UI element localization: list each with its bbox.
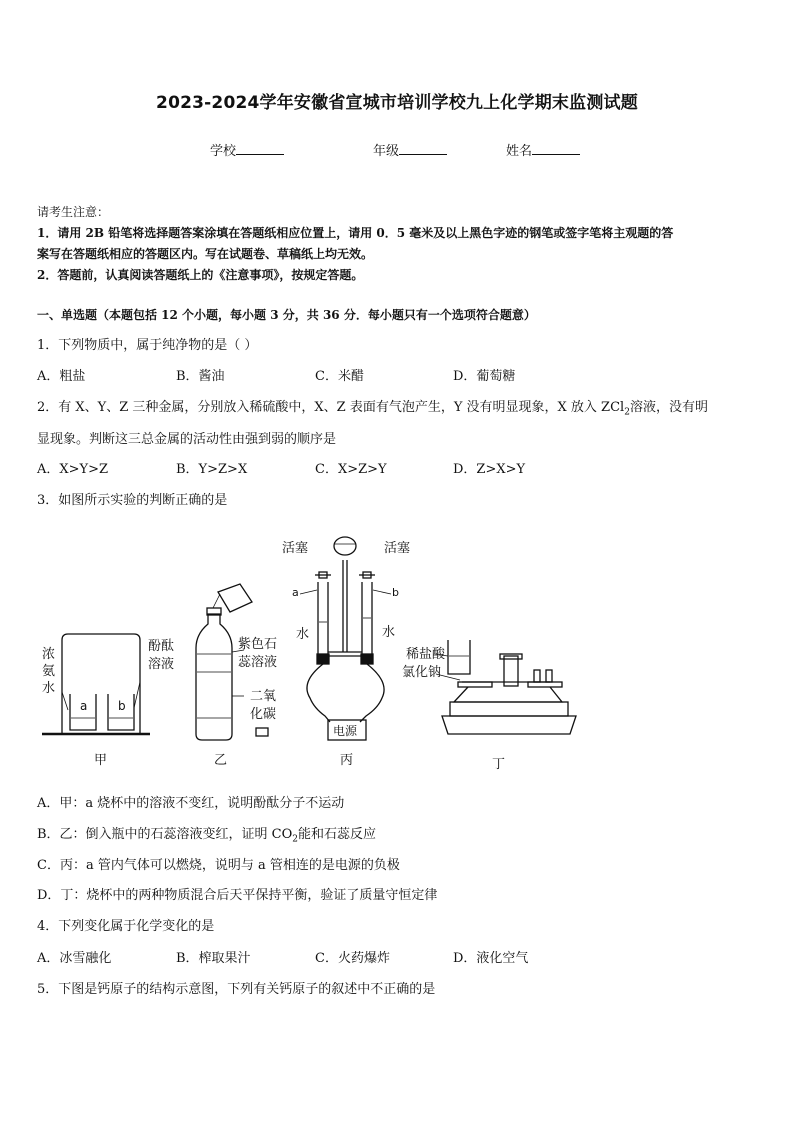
ding-caption: 丁 <box>492 757 506 772</box>
ding-label-2: 氯化钠 <box>402 665 442 680</box>
q1-stem: 1．下列物质中，属于纯净物的是（ ） <box>37 338 258 353</box>
q2-stem-sub: 2 <box>624 407 630 418</box>
jia-label-right-2: 溶液 <box>148 657 175 672</box>
bing-caption: 丙 <box>340 753 354 768</box>
bing-valve-right: 活塞 <box>384 541 411 556</box>
jia-caption: 甲 <box>94 753 108 768</box>
yi-label-2: 蕊溶液 <box>238 655 278 670</box>
figure-ding <box>434 640 576 734</box>
q4-option-b[interactable]: B．榨取果汁 <box>176 951 251 966</box>
q4-stem: 4．下列变化属于化学变化的是 <box>37 919 215 934</box>
q2-option-d[interactable]: D．Z>X>Y <box>453 462 526 477</box>
q1-option-c[interactable]: C．米醋 <box>315 369 364 384</box>
notice-item2: 2．答题前，认真阅读答题纸上的《注意事项》，按规定答题。 <box>37 268 364 282</box>
ding-label-1: 稀盐酸 <box>406 647 446 662</box>
bing-valve-left: 活塞 <box>282 541 309 556</box>
q2-option-a[interactable]: A．X>Y>Z <box>37 462 109 477</box>
q2-option-c[interactable]: C．X>Z>Y <box>315 462 387 477</box>
q4-option-c[interactable]: C．火药爆炸 <box>315 951 390 966</box>
q3-option-c[interactable]: C．丙：a 管内气体可以燃烧，说明与 a 管相连的是电源的负极 <box>37 858 400 873</box>
yi-label-4: 化碳 <box>250 707 277 722</box>
yi-caption: 乙 <box>214 753 228 768</box>
grade-blank[interactable] <box>399 142 447 155</box>
q2-stem-part2: 溶液，没有明 <box>629 400 708 415</box>
bing-tube-b: b <box>392 586 399 599</box>
grade-field <box>373 140 447 159</box>
name-blank[interactable] <box>532 142 580 155</box>
q3-option-b-sub: 2 <box>292 834 299 845</box>
q2-stem-part1: 2．有 X、Y、Z 三种金属，分别放入稀硫酸中，X、Z 表面有气泡产生，Y 没有明显现象，X 放入 ZCl <box>37 400 625 415</box>
q3-option-b-part2: 能和石蕊反应 <box>298 827 377 842</box>
q3-stem: 3．如图所示实验的判断正确的是 <box>37 493 228 508</box>
jia-label-right-1: 酚酞 <box>148 639 175 654</box>
figure-bing <box>300 537 391 740</box>
page-title: 2023-2024学年安徽省宣城市培训学校九上化学期末监测试题 <box>156 93 638 113</box>
jia-beaker-b: b <box>118 699 126 713</box>
name-field <box>506 140 580 159</box>
q3-figure <box>30 522 590 774</box>
yi-label-3: 二氧 <box>250 689 277 704</box>
q3-option-a[interactable]: A．甲：a 烧杯中的溶液不变红，说明酚酞分子不运动 <box>37 796 345 811</box>
q4-option-a[interactable]: A．冰雪融化 <box>37 951 112 966</box>
q3-option-b[interactable] <box>37 823 376 845</box>
grade-label: 年级 <box>373 144 400 159</box>
bing-water-right: 水 <box>382 625 396 640</box>
jia-label-left-2: 氨 <box>42 664 56 679</box>
q2-stem-line2: 显现象。判断这三总金属的活动性由强到弱的顺序是 <box>37 432 337 447</box>
q3-option-d[interactable]: D．丁：烧杯中的两种物质混合后天平保持平衡，验证了质量守恒定律 <box>37 888 438 903</box>
jia-beaker-a: a <box>80 699 88 713</box>
school-blank[interactable] <box>236 142 284 155</box>
bing-power: 电源 <box>333 724 358 738</box>
notice-heading: 请考生注意： <box>37 205 110 219</box>
q1-option-d[interactable]: D．葡萄糖 <box>453 369 516 384</box>
figure-jia <box>42 634 150 734</box>
jia-label-left-1: 浓 <box>42 647 56 662</box>
school-field <box>210 140 284 159</box>
q2-stem-line1 <box>37 396 708 418</box>
yi-label-1: 紫色石 <box>238 637 278 652</box>
q1-option-b[interactable]: B．酱油 <box>176 369 225 384</box>
q5-stem: 5．下图是钙原子的结构示意图，下列有关钙原子的叙述中不正确的是 <box>37 982 436 997</box>
q4-option-d[interactable]: D．液化空气 <box>453 951 529 966</box>
name-label: 姓名 <box>506 144 533 159</box>
q2-option-b[interactable]: B．Y>Z>X <box>176 462 248 477</box>
bing-water-left: 水 <box>296 627 310 642</box>
notice-item1-line1: 1．请用 2B 铅笔将选择题答案涂填在答题纸相应位置上，请用 0．5 毫米及以上黑色字迹的钢笔或签字笔将主观题的答 <box>37 226 674 240</box>
jia-label-left-3: 水 <box>42 681 56 696</box>
section-heading: 一、单选题（本题包括 12 个小题，每小题 3 分，共 36 分．每小题只有一个选项符合题意） <box>37 308 536 322</box>
school-label: 学校 <box>210 144 237 159</box>
q3-option-b-part1: B．乙：倒入瓶中的石蕊溶液变红，证明 CO <box>37 827 293 842</box>
notice-item1-line2: 案写在答题纸相应的答题区内。写在试题卷、草稿纸上均无效。 <box>37 247 374 261</box>
bing-tube-a: a <box>292 586 299 599</box>
q1-option-a[interactable]: A．粗盐 <box>37 369 86 384</box>
